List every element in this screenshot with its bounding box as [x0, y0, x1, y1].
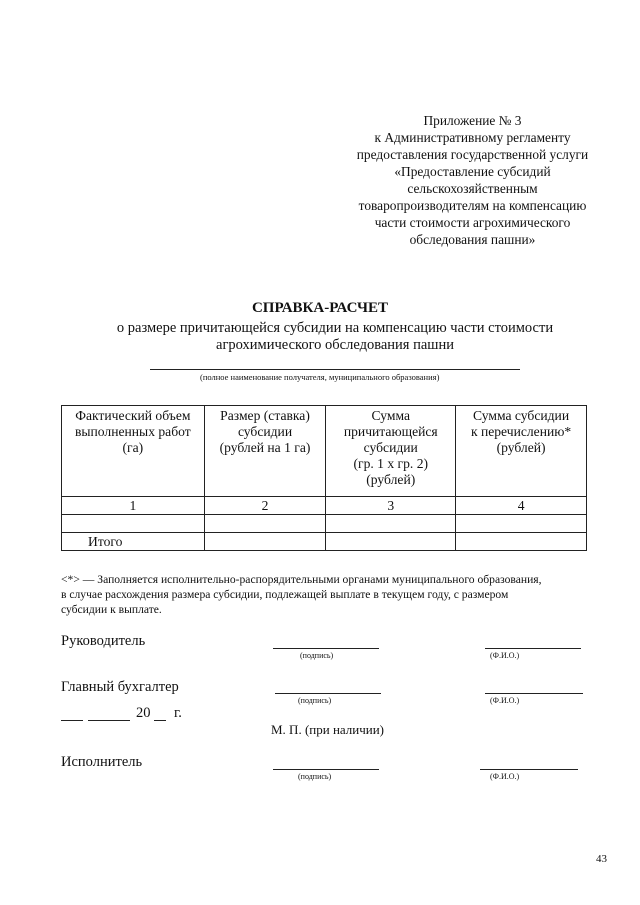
- header-cell-rate: Размер (ставка) субсидии (рублей на 1 га): [204, 406, 326, 497]
- executor-name-line[interactable]: [480, 769, 578, 770]
- footnote-line: в случае расхождения размера субсидии, подлежащей выплате в текущем году, с размером: [61, 588, 509, 601]
- date-day-line[interactable]: [61, 720, 83, 721]
- header-cell-actual-volume: Фактический объем выполненных работ (га): [62, 406, 205, 497]
- calculation-table: [61, 405, 587, 551]
- head-label: Руководитель: [61, 633, 146, 649]
- signature-caption: (подпись): [300, 651, 334, 660]
- appendix-line: обследования пашни»: [409, 232, 536, 247]
- appendix-line: сельскохозяйственным: [407, 181, 538, 196]
- appendix-line: к Административному регламенту: [374, 130, 571, 145]
- name-caption: (Ф.И.О.): [490, 772, 520, 781]
- appendix-line: товаропроизводителям на компенсацию: [358, 198, 587, 213]
- signature-caption: (подпись): [298, 696, 332, 705]
- footnote: [61, 572, 601, 617]
- recipient-name-line[interactable]: [150, 369, 520, 370]
- appendix-header: [300, 112, 640, 248]
- appendix-line: «Предоставление субсидий: [394, 164, 551, 179]
- column-number: 4: [456, 497, 587, 515]
- appendix-line: Приложение № 3: [423, 113, 522, 128]
- table-cell[interactable]: [204, 533, 326, 551]
- date-suffix: г.: [174, 705, 182, 721]
- accountant-signature-line[interactable]: [275, 693, 381, 694]
- head-signature-line[interactable]: [273, 648, 379, 649]
- table-cell[interactable]: [456, 515, 587, 533]
- accountant-name-line[interactable]: [485, 693, 583, 694]
- footnote-line: субсидии к выплате.: [61, 603, 162, 616]
- table-cell[interactable]: [204, 515, 326, 533]
- column-number: 2: [204, 497, 326, 515]
- name-caption: (Ф.И.О.): [490, 696, 520, 705]
- footnote-line: <*> — Заполняется исполнительно-распорядительными органами муниципального образования,: [61, 573, 542, 586]
- stamp-label: М. П. (при наличии): [271, 722, 385, 737]
- column-number-row: [62, 497, 587, 515]
- recipient-caption: (полное наименование получателя, муниципального образования): [200, 372, 440, 382]
- document-title: СПРАВКА-РАСЧЕТ: [251, 300, 389, 316]
- total-row: [62, 533, 587, 551]
- header-cell-transfer-amount: Сумма субсидии к перечислению* (рублей): [456, 406, 587, 497]
- executor-signature-line[interactable]: [273, 769, 379, 770]
- total-label: Итого: [62, 533, 205, 551]
- head-name-line[interactable]: [485, 648, 581, 649]
- date-year: 20: [136, 705, 151, 721]
- table-cell[interactable]: [456, 533, 587, 551]
- date-year-line[interactable]: [154, 720, 166, 721]
- header-cell-due-amount: Сумма причитающейся субсидии (гр. 1 х гр. 2) (рублей): [326, 406, 456, 497]
- table-row: [62, 515, 587, 533]
- signature-caption: (подпись): [298, 772, 332, 781]
- executor-label: Исполнитель: [61, 754, 143, 770]
- table-cell[interactable]: [62, 515, 205, 533]
- appendix-line: части стоимости агрохимического: [374, 215, 571, 230]
- name-caption: (Ф.И.О.): [490, 651, 520, 660]
- document-subtitle: [0, 320, 640, 354]
- subtitle-line: агрохимического обследования пашни: [216, 337, 454, 353]
- column-number: 3: [326, 497, 456, 515]
- table-cell[interactable]: [326, 515, 456, 533]
- column-number: 1: [62, 497, 205, 515]
- subtitle-line: о размере причитающейся субсидии на компенсацию части стоимости: [116, 320, 554, 336]
- date-month-line[interactable]: [88, 720, 130, 721]
- appendix-line: предоставления государственной услуги: [356, 147, 589, 162]
- table-header-row: [62, 406, 587, 497]
- accountant-label: Главный бухгалтер: [61, 679, 179, 695]
- table-cell[interactable]: [326, 533, 456, 551]
- page-number: 43: [596, 853, 607, 865]
